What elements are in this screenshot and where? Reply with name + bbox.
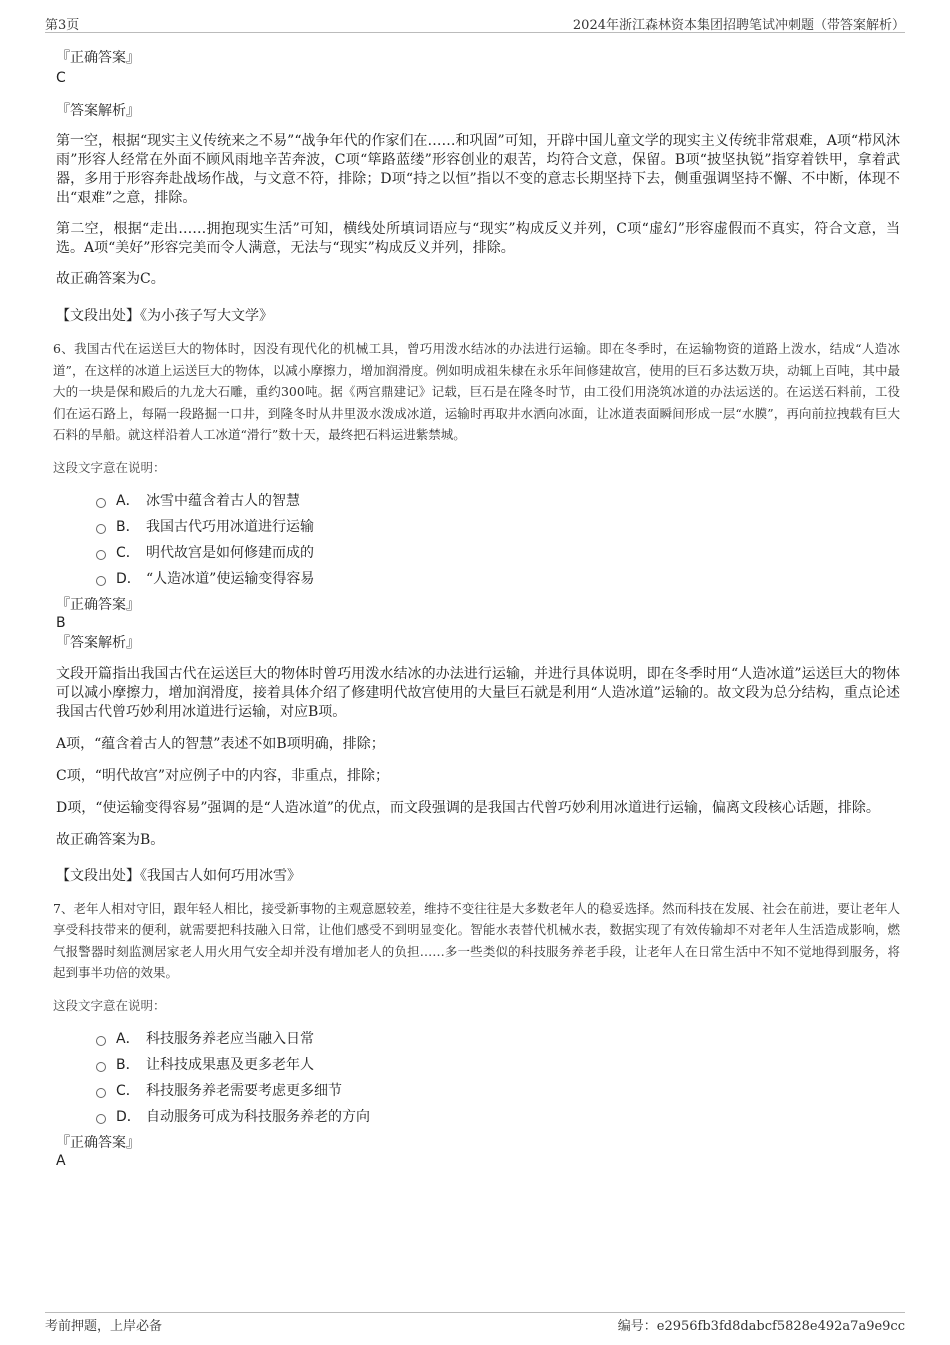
option-list: [56, 1026, 900, 1130]
analysis-paragraph: 第一空，根据“现实主义传统来之不易”“战争年代的作家们在……和巩固”可知，开辟中国儿童文学的现实主义传统非常艰难，A项“栉风沐雨”形容人经常在外面不顾风雨地辛苦奔波，C项“筚路蓝缕”形容创业的艰苦，均符合文意，保留。B项“披坚执锐”指穿着铁甲，拿着武器，多用于形容奔赴战场作战，与文意不符，排除；D项“持之以恒”指以不变的意志长期坚持下去，侧重强调坚持不懈、不中断，体现不出“艰难”之意，排除。: [56, 133, 900, 206]
option-b[interactable]: B． 我国古代巧用冰道进行运输: [96, 514, 900, 540]
analysis-label: 『答案解析』: [56, 634, 140, 651]
option-list: [56, 488, 900, 592]
radio-icon[interactable]: [96, 1114, 106, 1124]
source-citation: 【文段出处】《我国古人如何巧用冰雪》: [56, 867, 301, 884]
page-header: [45, 14, 905, 33]
correct-answer-label: 『正确答案』: [56, 1134, 140, 1151]
analysis-paragraph: C项，“明代故宫”对应例子中的内容，非重点，排除；: [56, 767, 390, 784]
analysis-paragraph: D项，“使运输变得容易”强调的是“人造冰道”的优点，而文段强调的是我国古代曾巧妙利用冰道进行运输，偏离文段核心话题，排除。: [56, 799, 880, 816]
option-d[interactable]: D． “人造冰道”使运输变得容易: [96, 566, 900, 592]
radio-icon[interactable]: [96, 1062, 106, 1072]
analysis-conclusion: 故正确答案为B。: [56, 831, 165, 848]
option-c[interactable]: C． 科技服务养老需要考虑更多细节: [96, 1078, 900, 1104]
option-b[interactable]: B． 让科技成果惠及更多老年人: [96, 1052, 900, 1078]
radio-icon[interactable]: [96, 576, 106, 586]
option-d[interactable]: D． 自动服务可成为科技服务养老的方向: [96, 1104, 900, 1130]
question-prompt: 这段文字意在说明：: [53, 459, 166, 475]
document-id: 编号：e2956fb3fd8dabcf5828e492a7a9e9cc: [617, 1319, 905, 1334]
footer-slogan: 考前押题，上岸必备: [45, 1319, 163, 1334]
correct-answer-value: A: [56, 1152, 66, 1169]
page-content: [53, 46, 900, 1170]
radio-icon[interactable]: [96, 524, 106, 534]
analysis-conclusion: 故正确答案为C。: [56, 271, 165, 287]
option-c[interactable]: C． 明代故宫是如何修建而成的: [96, 540, 900, 566]
question-prompt: 这段文字意在说明：: [53, 997, 166, 1013]
correct-answer-label: 『正确答案』: [56, 596, 140, 613]
option-a[interactable]: A． 科技服务养老应当融入日常: [96, 1026, 900, 1052]
radio-icon[interactable]: [96, 1088, 106, 1098]
question-text: 6、我国古代在运送巨大的物体时，因没有现代化的机械工具，曾巧用泼水结冰的办法进行运输。即在冬季时，在运输物资的道路上泼水，结成“人造冰道”，在这样的冰道上运送巨大的物体，以减小摩擦力，增加润滑度。例如明成祖朱棣在永乐年间修建故宫，使用的巨石多达数万块，动辄上百吨，其中最大的一块是保和殿后的九龙大石雕，重约300吨。据《两宫鼎建记》记载，巨石是在隆冬时节，由工役们用浇筑冰道的办法运送的。在运送石料前，工役们在运石路上，每隔一段路掘一口井，到隆冬时从井里汲水泼成冰道，运输时再取井水洒向冰面，让冰道表面瞬间形成一层“水膜”，再向前拉拽载有巨大石料的旱船。就这样沿着人工冰道“滑行”数十天，最终把石料运进紫禁城。: [53, 341, 900, 442]
source-citation: 【文段出处】《为小孩子写大文学》: [56, 308, 273, 324]
document-title: 2024年浙江森林资本集团招聘笔试冲刺题（带答案解析）: [572, 18, 905, 33]
correct-answer-value: B: [56, 614, 66, 631]
analysis-paragraph: A项，“蕴含着古人的智慧”表述不如B项明确，排除；: [56, 735, 385, 752]
page-footer: [45, 1312, 905, 1335]
analysis-paragraph: 第二空，根据“走出……拥抱现实生活”可知，横线处所填词语应与“现实”构成反义并列，C项“虚幻”形容虚假而不真实，符合文意，当选。A项“美好”形容完美而令人满意，无法与“现实”构成反义并列，排除。: [56, 221, 900, 256]
analysis-paragraph: 文段开篇指出我国古代在运送巨大的物体时曾巧用泼水结冰的办法进行运输，并进行具体说明，即在冬季时用“人造冰道”运送巨大的物体可以减小摩擦力，增加润滑度，接着具体介绍了修建明代故宫使用的大量巨石就是利用“人造冰道”运输的。故文段为总分结构，重点论述我国古代曾巧妙利用冰道进行运输，对应B项。: [56, 665, 900, 720]
option-a[interactable]: A． 冰雪中蕴含着古人的智慧: [96, 488, 900, 514]
page-number: 第3页: [45, 18, 80, 33]
radio-icon[interactable]: [96, 550, 106, 560]
question-text: 7、老年人相对守旧，跟年轻人相比，接受新事物的主观意愿较差，维持不变往往是大多数老年人的稳妥选择。然而科技在发展、社会在前进，要让老年人享受科技带来的便利，就需要把科技融入日常，让他们感受不到明显变化。智能水表替代机械水表，数据实现了有效传输却不对老年人生活造成影响，燃气报警器时刻监测居家老人用火用气安全却并没有增加老人的负担……多一些类似的科技服务养老手段，让老年人在日常生活中不知不觉地得到服务，将起到事半功倍的效果。: [53, 900, 900, 980]
radio-icon[interactable]: [96, 498, 106, 508]
radio-icon[interactable]: [96, 1036, 106, 1046]
analysis-label: 『答案解析』: [56, 103, 140, 119]
correct-answer-label: 『正确答案』: [56, 50, 140, 66]
correct-answer-value: C: [56, 70, 66, 86]
